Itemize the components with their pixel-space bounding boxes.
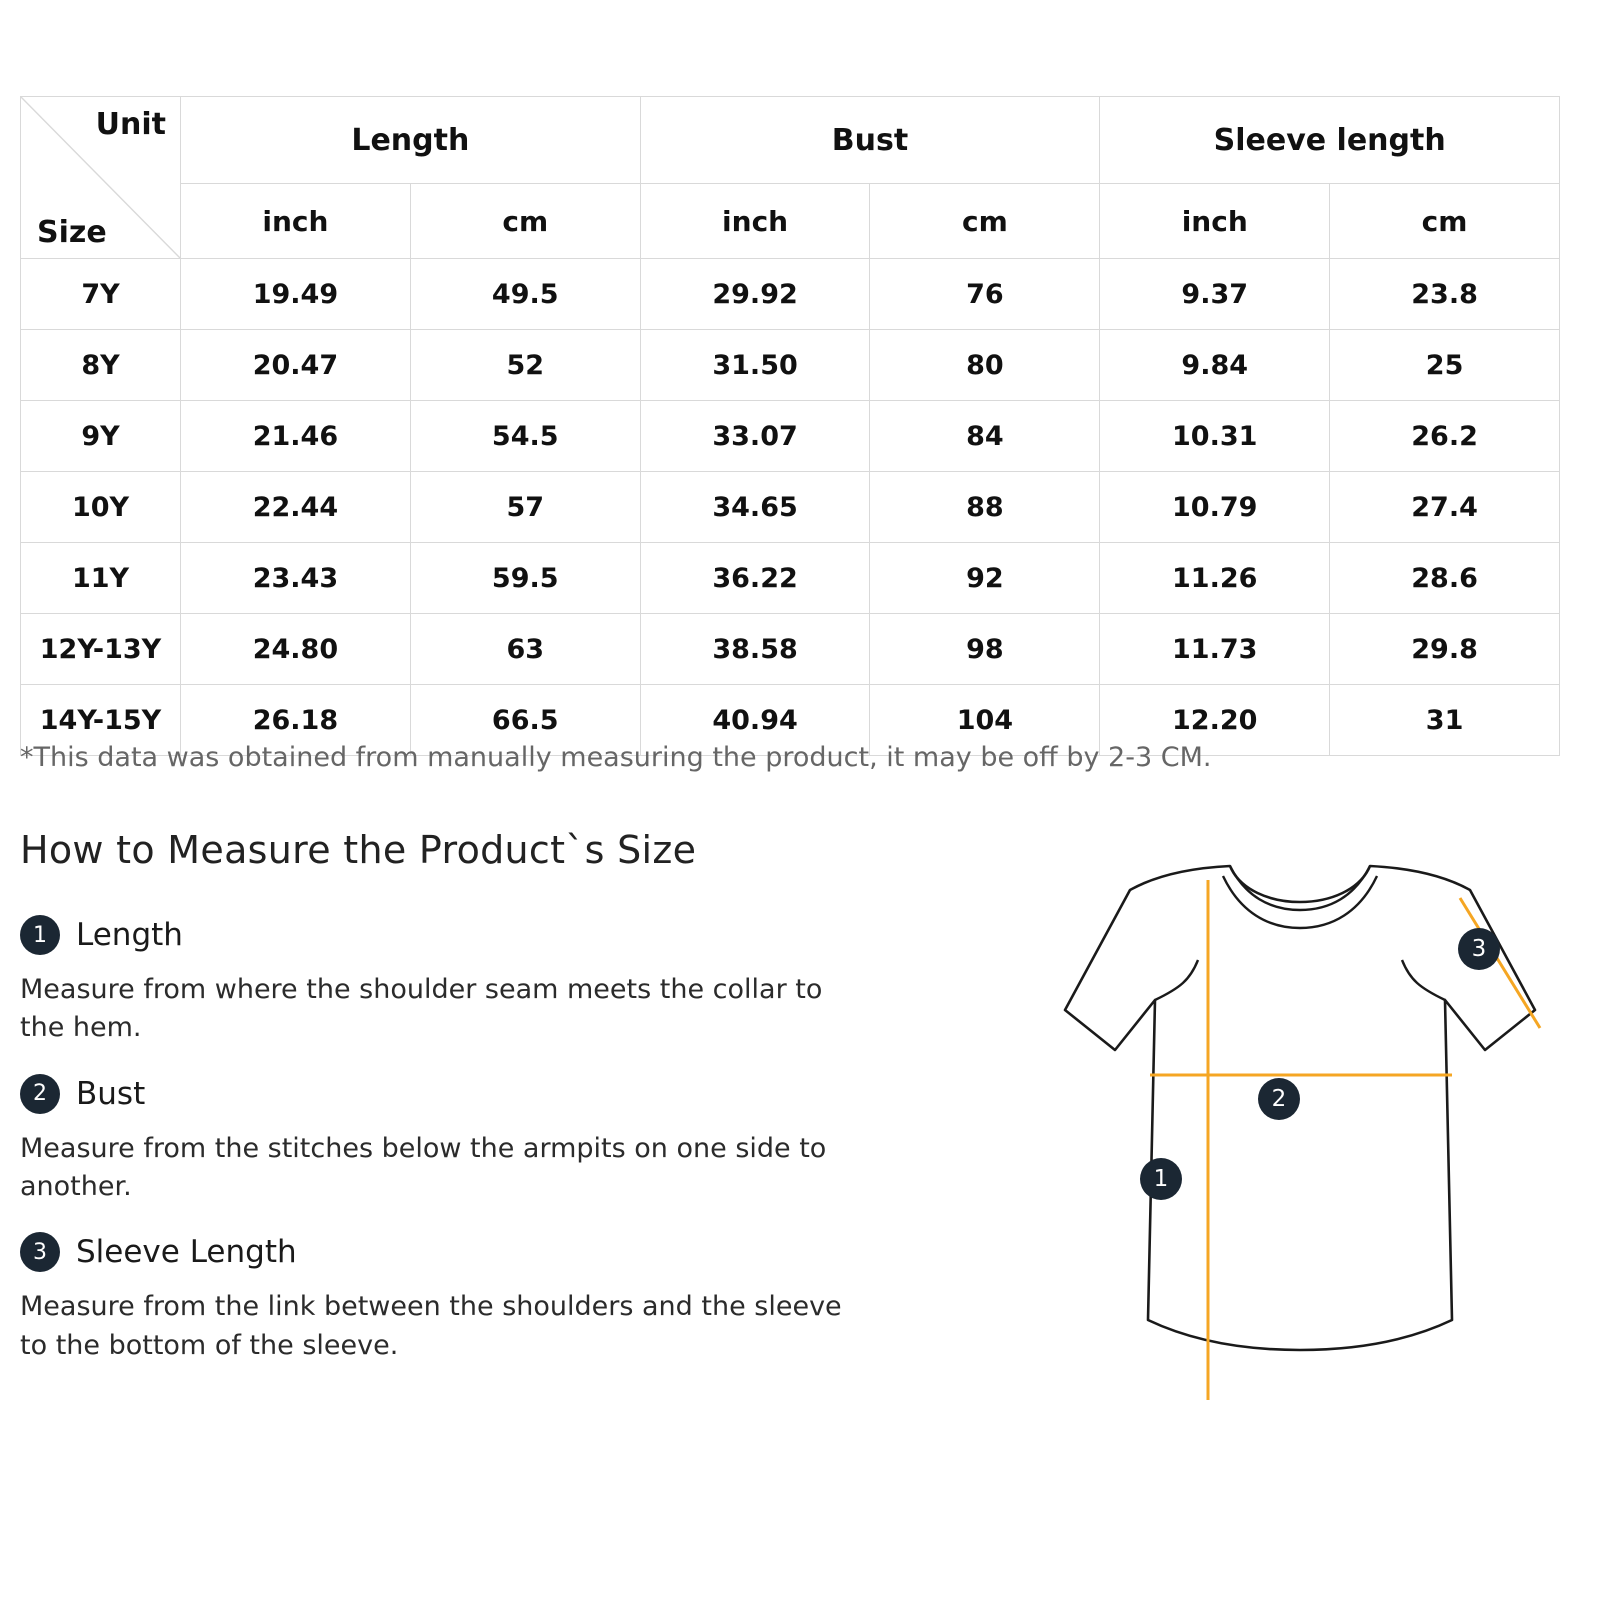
diagram-marker-1: 1 (1140, 1158, 1182, 1200)
row-size: 12Y-13Y (21, 614, 181, 685)
cell-bust-cm: 84 (870, 401, 1100, 472)
cell-bust-inch: 40.94 (640, 685, 870, 756)
step-length (20, 915, 880, 1048)
table-row (21, 543, 1560, 614)
cell-bust-inch: 36.22 (640, 543, 870, 614)
cell-bust-cm: 104 (870, 685, 1100, 756)
step-sleeve-length-description: Measure from the link between the shoulders and the sleeve to the bottom of the sleeve. (20, 1291, 842, 1361)
row-size: 10Y (21, 472, 181, 543)
cell-sleeve-cm: 26.2 (1330, 401, 1560, 472)
cell-bust-inch: 29.92 (640, 259, 870, 330)
column-group-bust: Bust (640, 97, 1100, 184)
cell-bust-inch: 38.58 (640, 614, 870, 685)
row-size: 14Y-15Y (21, 685, 181, 756)
cell-length-inch: 20.47 (181, 330, 411, 401)
diagram-marker-3: 3 (1458, 928, 1500, 970)
cell-bust-inch: 31.50 (640, 330, 870, 401)
step-number-badge-2: 2 (20, 1074, 60, 1114)
row-size: 9Y (21, 401, 181, 472)
table-group-header-row (21, 97, 1560, 184)
size-table-container (20, 96, 1560, 756)
cell-sleeve-cm: 29.8 (1330, 614, 1560, 685)
step-sleeve-length-header (20, 1232, 880, 1272)
step-bust-header (20, 1074, 880, 1114)
step-number-badge-3: 3 (20, 1232, 60, 1272)
cell-sleeve-inch: 9.84 (1100, 330, 1330, 401)
table-row (21, 401, 1560, 472)
row-size: 7Y (21, 259, 181, 330)
cell-length-cm: 57 (410, 472, 640, 543)
cell-bust-cm: 76 (870, 259, 1100, 330)
cell-length-inch: 24.80 (181, 614, 411, 685)
step-length-description: Measure from where the shoulder seam meets the collar to the hem. (20, 974, 823, 1044)
cell-sleeve-inch: 10.31 (1100, 401, 1330, 472)
unit-label: Unit (95, 107, 166, 142)
unit-header-bust-cm: cm (870, 184, 1100, 259)
cell-bust-inch: 34.65 (640, 472, 870, 543)
step-sleeve-length-label: Sleeve Length (76, 1234, 297, 1271)
cell-bust-cm: 80 (870, 330, 1100, 401)
cell-bust-cm: 98 (870, 614, 1100, 685)
cell-length-inch: 21.46 (181, 401, 411, 472)
unit-header-sleeve-cm: cm (1330, 184, 1560, 259)
cell-sleeve-cm: 23.8 (1330, 259, 1560, 330)
cell-bust-cm: 88 (870, 472, 1100, 543)
table-row (21, 259, 1560, 330)
unit-header-bust-inch: inch (640, 184, 870, 259)
diagram-marker-2: 2 (1258, 1078, 1300, 1120)
cell-sleeve-cm: 27.4 (1330, 472, 1560, 543)
table-row (21, 614, 1560, 685)
cell-sleeve-inch: 11.73 (1100, 614, 1330, 685)
corner-header-cell (21, 97, 181, 259)
size-label: Size (37, 215, 107, 250)
step-length-header (20, 915, 880, 955)
table-row (21, 472, 1560, 543)
cell-length-inch: 23.43 (181, 543, 411, 614)
cell-length-inch: 22.44 (181, 472, 411, 543)
cell-length-cm: 54.5 (410, 401, 640, 472)
step-length-label: Length (76, 917, 183, 953)
cell-sleeve-cm: 28.6 (1330, 543, 1560, 614)
measurement-disclaimer: *This data was obtained from manually measuring the product, it may be off by 2-3 CM. (20, 742, 1212, 773)
unit-header-length-cm: cm (410, 184, 640, 259)
step-bust-description: Measure from the stitches below the armpits on one side to another. (20, 1132, 827, 1202)
cell-length-cm: 63 (410, 614, 640, 685)
how-to-measure-title: How to Measure the Product`s Size (20, 828, 697, 872)
cell-sleeve-inch: 12.20 (1100, 685, 1330, 756)
column-group-length: Length (181, 97, 641, 184)
table-row (21, 330, 1560, 401)
tshirt-measurement-diagram (940, 860, 1560, 1440)
cell-length-inch: 26.18 (181, 685, 411, 756)
cell-sleeve-cm: 31 (1330, 685, 1560, 756)
cell-length-cm: 49.5 (410, 259, 640, 330)
cell-bust-cm: 92 (870, 543, 1100, 614)
unit-header-sleeve-inch: inch (1100, 184, 1330, 259)
size-table (20, 96, 1560, 756)
cell-sleeve-inch: 11.26 (1100, 543, 1330, 614)
column-group-sleeve-length: Sleeve length (1100, 97, 1560, 184)
table-unit-header-row (21, 184, 1560, 259)
cell-length-inch: 19.49 (181, 259, 411, 330)
row-size: 11Y (21, 543, 181, 614)
step-bust-label: Bust (76, 1075, 146, 1112)
step-number-badge-1: 1 (20, 915, 60, 955)
cell-sleeve-inch: 10.79 (1100, 472, 1330, 543)
step-bust (20, 1074, 880, 1207)
cell-sleeve-cm: 25 (1330, 330, 1560, 401)
step-sleeve-length (20, 1232, 880, 1365)
cell-sleeve-inch: 9.37 (1100, 259, 1330, 330)
cell-bust-inch: 33.07 (640, 401, 870, 472)
unit-header-length-inch: inch (181, 184, 411, 259)
cell-length-cm: 52 (410, 330, 640, 401)
cell-length-cm: 66.5 (410, 685, 640, 756)
row-size: 8Y (21, 330, 181, 401)
cell-length-cm: 59.5 (410, 543, 640, 614)
how-to-measure-steps (20, 915, 880, 1391)
